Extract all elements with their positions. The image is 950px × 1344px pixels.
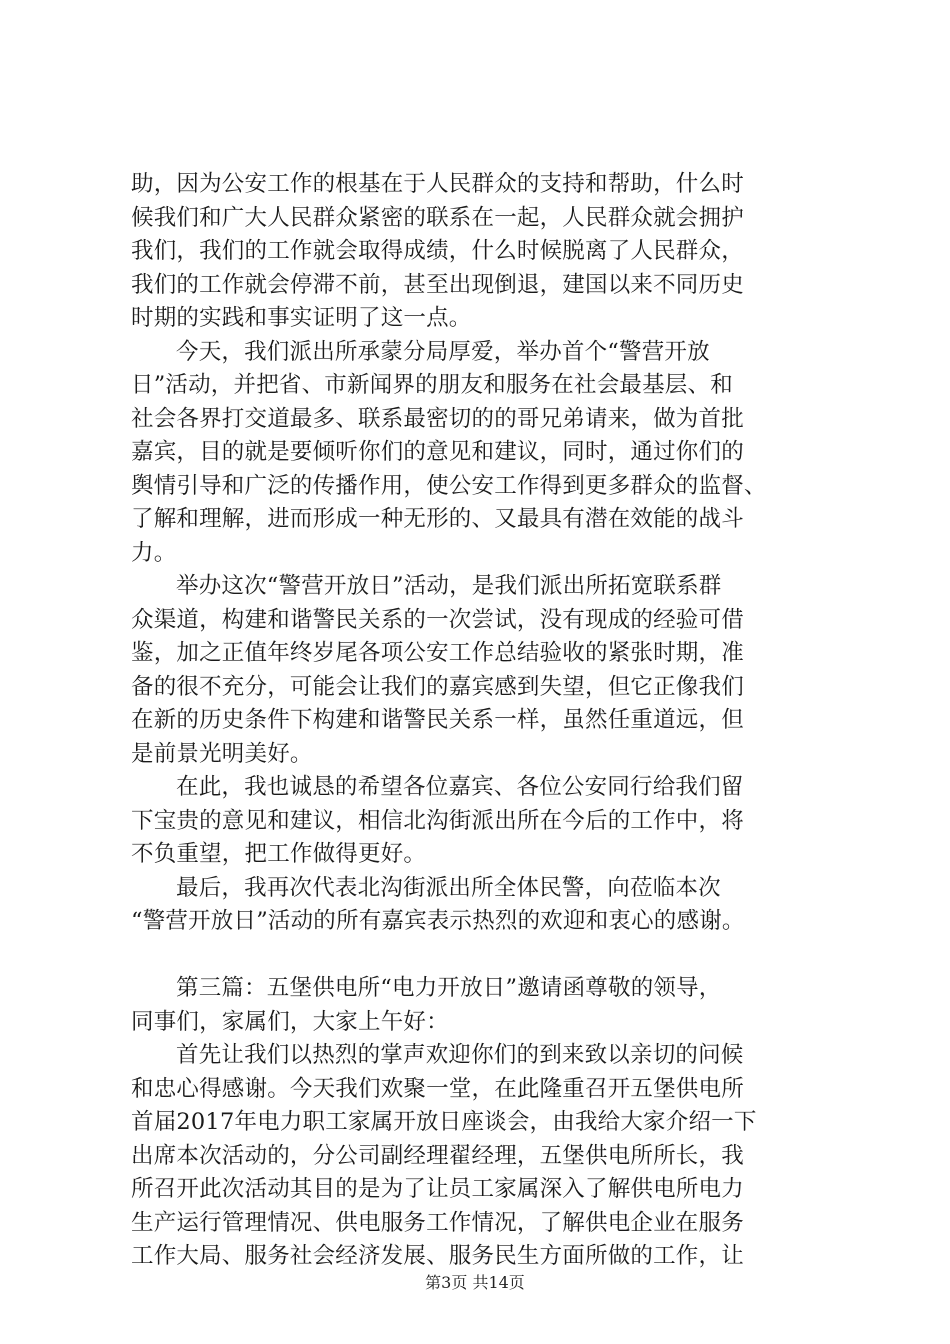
- text-line: 是前景光明美好。: [131, 740, 313, 767]
- section-heading-line: 第三篇：五堡供电所“电力开放日”邀请函尊敬的领导，: [176, 975, 722, 1001]
- text-line: 力。: [131, 539, 177, 566]
- text-line: 时期的实践和事实证明了这一点。: [131, 305, 472, 331]
- text-line: 日”活动，并把省、市新闻界的朋友和服务在社会最基层、和: [131, 372, 733, 398]
- text-line: 在新的历史条件下构建和谐警民关系一样，虽然任重道远，但: [131, 707, 744, 733]
- page-number-footer: 第3页 共14页: [425, 1273, 525, 1292]
- text-line: 出席本次活动的，分公司副经理翟经理，五堡供电所所长，我: [131, 1142, 744, 1169]
- text-line: 最后，我再次代表北沟街派出所全体民警，向莅临本次: [176, 874, 721, 901]
- text-line: 社会各界打交道最多、联系最密切的的哥兄弟请来，做为首批: [131, 405, 744, 432]
- text-line: 不负重望，把工作做得更好。: [131, 841, 427, 867]
- text-line: 生产运行管理情况、供电服务工作情况，了解供电企业在服务: [131, 1209, 744, 1236]
- text-line: 今天，我们派出所承蒙分局厚爱，举办首个“警营开放: [176, 338, 710, 365]
- text-line: 同事们，家属们，大家上午好：: [131, 1008, 449, 1035]
- document-body: [131, 168, 831, 1274]
- text-line: 所召开此次活动其目的是为了让员工家属深入了解供电所电力: [131, 1176, 744, 1202]
- text-line: 鉴，加之正值年终岁尾各项公安工作总结验收的紧张时期，准: [131, 640, 744, 666]
- text-line: 在此，我也诚恳的希望各位嘉宾、各位公安同行给我们留: [176, 774, 744, 800]
- text-line: 了解和理解，进而形成一种无形的、又最具有潜在效能的战斗: [131, 506, 744, 532]
- text-line: 候我们和广大人民群众紧密的联系在一起，人民群众就会拥护: [131, 204, 744, 231]
- text-line: 和忠心得感谢。今天我们欢聚一堂，在此隆重召开五堡供电所: [131, 1075, 744, 1102]
- text-line: 助，因为公安工作的根基在于人民群众的支持和帮助，什么时: [131, 171, 744, 197]
- text-line: “警营开放日”活动的所有嘉宾表示热烈的欢迎和衷心的感谢。: [131, 908, 745, 934]
- text-line: 首先让我们以热烈的掌声欢迎你们的到来致以亲切的问候: [176, 1042, 744, 1068]
- text-line: 我们，我们的工作就会取得成绩，什么时候脱离了人民群众，: [131, 238, 744, 264]
- text-line: 我们的工作就会停滞不前，甚至出现倒退，建国以来不同历史: [131, 271, 744, 298]
- text-line: 众渠道，构建和谐警民关系的一次尝试，没有现成的经验可借: [131, 606, 744, 633]
- text-line: 舆情引导和广泛的传播作用，使公安工作得到更多群众的监督、: [131, 472, 767, 499]
- text-line: 工作大局、服务社会经济发展、服务民生方面所做的工作，让: [131, 1243, 744, 1269]
- text-line: 嘉宾，目的就是要倾听你们的意见和建议，同时，通过你们的: [131, 439, 744, 465]
- text-line: 首届2017年电力职工家属开放日座谈会，由我给大家介绍一下: [131, 1109, 757, 1135]
- text-line: 举办这次“警营开放日”活动，是我们派出所拓宽联系群: [176, 573, 722, 599]
- paragraph-gap: [131, 939, 831, 973]
- text-line: 下宝贵的意见和建议，相信北沟街派出所在今后的工作中，将: [131, 807, 744, 834]
- text-line: 备的很不充分，可能会让我们的嘉宾感到失望，但它正像我们: [131, 673, 744, 700]
